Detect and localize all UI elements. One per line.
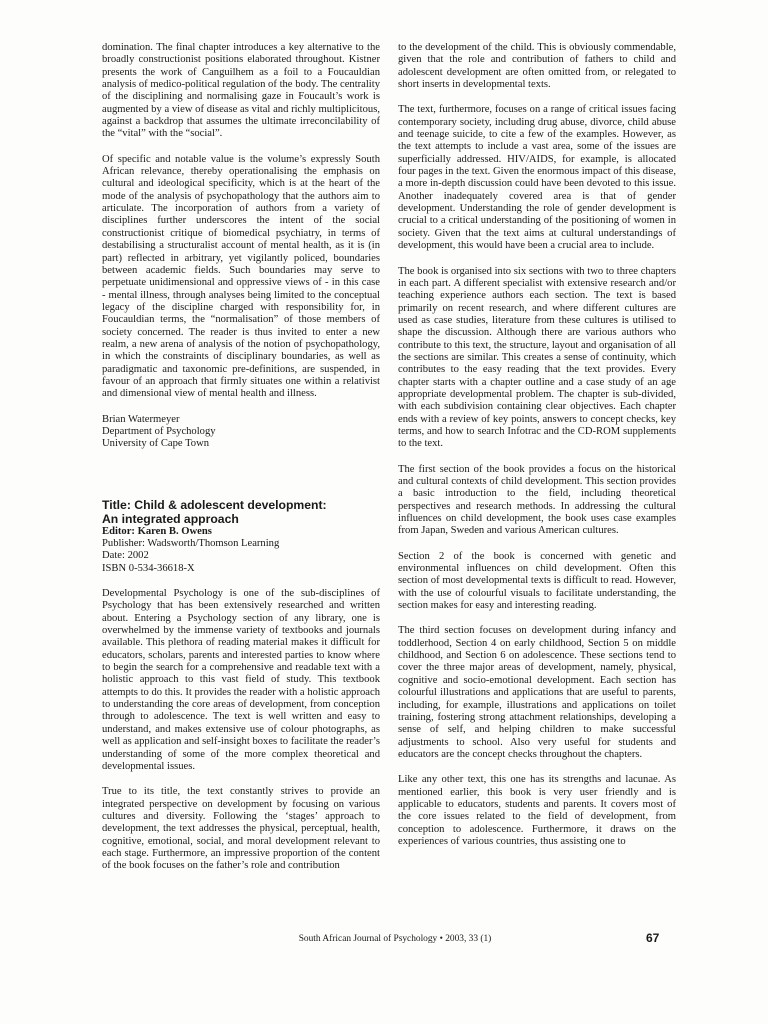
- journal-citation: South African Journal of Psychology • 2003, 33 (1): [298, 934, 492, 944]
- review-isbn: ISBN 0-534-36618-X: [102, 562, 195, 574]
- right-column: [398, 42, 676, 861]
- left-paragraph-1: domination. The final chapter introduces a key alternative to the broadly constructionist positions elaborated throughout. Kistner presents the work of Canguilhem as a foil to a Foucauldian analysis of medico-political regulation of the body. The centrality of the disciplining and normalising gaze in Foucault’s work is augmented by a view of disease as vital and richly multiplicitous, against a backdrop that assumes the ultimate irreconcilability of the “vital” with the “social”.: [102, 42, 380, 140]
- left-column: [102, 42, 380, 886]
- right-paragraph-4: The first section of the book provides a focus on the historical and cultural contexts of child development. This section provides a basic introduction to the field, including theoretical perspectives and research methods. In addressing the cultural influences on child development, the book uses case examples from Japan, Sweden and various American cultures.: [398, 463, 676, 537]
- review-date: Date: 2002: [102, 550, 149, 562]
- reviewer-department: Department of Psychology: [102, 425, 216, 437]
- left-paragraph-4: True to its title, the text constantly strives to provide an integrated perspective on development by focusing on various cultures and diversity. Following the ‘stages’ approach to development, the text addresses the physical, perceptual, health, cognitive, emotional, social, and moral development relevant to each stage. Furthermore, an impressive proportion of the content of the book focuses on the father’s role and contribution: [102, 786, 380, 872]
- review-title: [102, 498, 380, 526]
- right-paragraph-3: The book is organised into six sections with two to three chapters in each part. A different specialist with extensive research and/or teaching experience authors each section. The text is based primarily on recent research, and where different cultures are used as case studies, literature from these cultures is utilised to shape the discussion. Although there are various authors who contribute to this text, the structure, layout and organisation of all the sections are similar. This creates a sense of continuity, which contributes to the easy reading that the text provides. Every chapter starts with a chapter outline and a case study of an age appropriate developmental problem. The chapter is sub-divided, with each subdivision containing clear objectives. Each chapter ends with a review of key points, answers to concept checks, key terms, and how to search Infotrac and the CD-ROM supplements to the text.: [398, 265, 676, 450]
- review-metadata: [102, 526, 380, 575]
- right-paragraph-5: Section 2 of the book is concerned with genetic and environmental influences on child development. Often this section of most developmental texts is difficult to read. However, with the use of colourful visuals to facilitate understanding, the section makes for easy and interesting reading.: [398, 550, 676, 612]
- left-paragraph-2: Of specific and notable value is the volume’s expressly South African relevance, thereby operationalising the emphasis on cultural and ideological specificity, which is at the heart of the mode of the analysis of psychopathology that the authors aim to articulate. The incorporation of authors from a variety of disciplines further underscores the intent of the social constructionist critique of biomedical psychiatry, in terms of destabilising a structuralist account of mental health, as it is (in part) reflected in arbitrary, yet vigilantly policed, boundaries between academic fields. Such boundaries may serve to perpetuate unidimensional and oppressive views of - in this case - mental illness, through analyses being limited to the conceptual legacy of the discipline charged with responsibility for, in Foucauldian terms, the “normalisation” of those members of society concerned. The reader is thus invited to enter a new realm, a new arena of analysis of the notion of psychopathology, in which the constraints of disciplinary boundaries, as well as paradigmatic and taxonomic pre-definitions, are suspended, in favour of an approach that firmly situates one within a relativist and dimensional view of mental health and illness.: [102, 153, 380, 400]
- reviewer-name: Brian Watermeyer: [102, 413, 180, 425]
- review-title-line-2: An integrated approach: [102, 511, 239, 526]
- review-editor: Editor: Karen B. Owens: [102, 525, 212, 537]
- right-paragraph-6: The third section focuses on development during infancy and toddlerhood, Section 4 on early childhood, Section 5 on middle childhood, and Section 6 on adolescence. These sections tend to cover the three major areas of development, namely, physical, cognitive and socio-emotional development. Each section has colourful illustrations and applications that are useful to parents, including, for example, illustrations and applications on toilet training, fostering strong attachment relationships, developing a sense of self, and helping children to make successful adjustments to school. Also very useful for students and educators are the concept checks throughout the chapters.: [398, 625, 676, 760]
- reviewer-signature: [102, 414, 380, 451]
- left-paragraph-3: Developmental Psychology is one of the sub-disciplines of Psychology that has been extensively researched and written about. Entering a Psychology section of any library, one is overwhelmed by the immense variety of textbooks and journals available. This plethora of reading material makes it difficult for educators, scholars, parents and interested parties to know where to begin the search for a comprehensive and readable text with a holistic approach to this vast field of study. This textbook attempts to do this. It provides the reader with a holistic approach to understanding the core areas of development, from conception through to adolescence. The text is well written and easy to understand, and makes extensive use of colour photographs, as well as application and self-insight boxes to facilitate the reader’s understanding of some of the more complex theoretical and developmental issues.: [102, 588, 380, 772]
- reviewer-university: University of Cape Town: [102, 438, 210, 450]
- review-publisher: Publisher: Wadsworth/Thomson Learning: [102, 538, 280, 549]
- right-paragraph-2: The text, furthermore, focuses on a range of critical issues facing contemporary society, including drug abuse, divorce, child abuse and teenage suicide, to cite a few of the examples. However, as the text attempts to include a vast area, some of the issues are superficially addressed. HIV/AIDS, for example, is allocated four pages in the text. Given the enormous impact of this disease, a more in-depth discussion could have been devoted to this issue. Another inadequately covered area is that of gender development. Understanding the role of gender development is crucial to a critical understanding of the positioning of women in society. Given that the text aims at cultural understandings of development, this would have been a crucial area to include.: [398, 104, 676, 252]
- page-number: 67: [646, 931, 660, 945]
- review-title-line-1: Title: Child & adolescent development:: [102, 497, 327, 512]
- right-paragraph-7: Like any other text, this one has its strengths and lacunae. As mentioned earlier, this book is very user friendly and is applicable to educators, students and parents. It covers most of the core issues related to the field of development, from conception to adolescence. Furthermore, it draws on the experiences of various countries, thus assisting one to: [398, 774, 676, 847]
- right-paragraph-1: to the development of the child. This is obviously commendable, given that the role and contribution of fathers to child and adolescent development are often omitted from, or relegated to short inserts in developmental texts.: [398, 42, 676, 91]
